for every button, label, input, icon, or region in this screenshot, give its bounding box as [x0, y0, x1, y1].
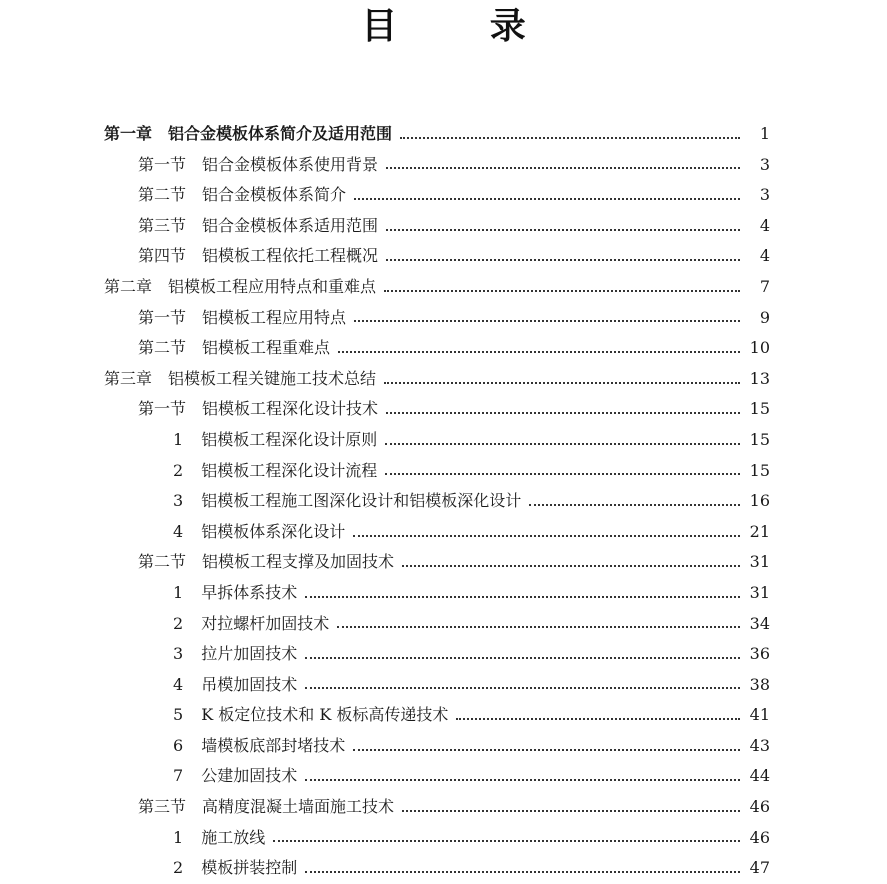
toc-chapter-entry[interactable] — [0, 272, 887, 303]
toc-entry-number: 第四节 — [138, 246, 187, 266]
toc-entry-title: 铝模板工程应用特点和重难点 — [168, 276, 377, 296]
toc-entry-title: 对拉螺杆加固技术 — [201, 613, 330, 633]
toc-entry-title: 铝合金模板体系简介及适用范围 — [168, 124, 393, 143]
toc-entry-number: 第三章 — [104, 368, 153, 388]
toc-subsection-entry[interactable] — [0, 609, 887, 640]
toc-entry-number: 7 — [173, 766, 184, 786]
toc-page-number: 31 — [749, 552, 770, 572]
toc-entry-title: 铝合金模板体系使用背景 — [202, 154, 379, 174]
toc-entry-number: 第二节 — [138, 552, 187, 572]
toc-entry-title: 吊模加固技术 — [201, 674, 298, 694]
toc-entry-number: 1 — [173, 582, 184, 602]
dot-leader — [305, 778, 740, 781]
dot-leader — [354, 197, 740, 200]
dot-leader — [305, 870, 740, 873]
toc-section-entry[interactable] — [0, 303, 887, 334]
dot-leader — [384, 381, 740, 384]
toc-subsection-entry[interactable] — [0, 425, 887, 456]
toc-entry-number: 1 — [173, 429, 184, 449]
toc-page-number: 15 — [749, 460, 770, 480]
toc-entry-number: 第三节 — [138, 215, 187, 235]
toc-page-number: 3 — [759, 154, 770, 174]
toc-subsection-entry[interactable] — [0, 761, 887, 792]
dot-leader — [305, 686, 740, 689]
toc-page-number: 9 — [759, 307, 770, 327]
toc-page-number: 38 — [749, 674, 770, 694]
toc-entry-number: 第二节 — [138, 185, 187, 205]
toc-subsection-entry[interactable] — [0, 578, 887, 609]
dot-leader — [386, 411, 740, 414]
toc-page-number: 1 — [759, 124, 770, 143]
toc-subsection-entry[interactable] — [0, 670, 887, 701]
dot-leader — [305, 656, 740, 659]
toc-entry-number: 5 — [173, 705, 184, 725]
toc-entry-number: 第三节 — [138, 797, 187, 817]
dot-leader — [353, 748, 740, 751]
toc-entry-title: K 板定位技术和 K 板标高传递技术 — [201, 705, 449, 725]
toc-section-entry[interactable] — [0, 180, 887, 211]
toc-entry-title: 铝模板工程依托工程概况 — [202, 246, 379, 266]
toc-page-number: 10 — [749, 338, 770, 358]
dot-leader — [273, 839, 740, 842]
toc-entry-title: 铝模板工程应用特点 — [202, 307, 347, 327]
toc-subsection-entry[interactable] — [0, 731, 887, 762]
toc-entry-number: 第一节 — [138, 307, 187, 327]
toc-subsection-entry[interactable] — [0, 823, 887, 854]
dot-leader — [385, 442, 740, 445]
dot-leader — [386, 258, 740, 261]
toc-entry-title: 拉片加固技术 — [201, 644, 298, 664]
toc-entry-title: 铝模板工程深化设计流程 — [201, 460, 378, 480]
toc-entry-number: 第二节 — [138, 338, 187, 358]
toc-entry-number: 6 — [173, 735, 184, 755]
dot-leader — [402, 564, 740, 567]
toc-entry-title: 铝模板工程深化设计原则 — [201, 429, 378, 449]
toc-entry-number: 第二章 — [104, 276, 153, 296]
toc-entry-number: 3 — [173, 491, 184, 511]
toc-page-number: 46 — [749, 827, 770, 847]
toc-entry-number: 2 — [173, 858, 184, 878]
dot-leader — [386, 166, 740, 169]
dot-leader — [385, 472, 740, 475]
dot-leader — [402, 809, 740, 812]
toc-entry-title: 铝模板体系深化设计 — [201, 521, 346, 541]
toc-entry-number: 4 — [173, 521, 184, 541]
toc-entry-number: 第一节 — [138, 399, 187, 419]
toc-entry-title: 高精度混凝土墙面施工技术 — [202, 797, 395, 817]
toc-entry-number: 2 — [173, 613, 184, 633]
dot-leader — [456, 717, 740, 720]
toc-entry-title: 铝模板工程关键施工技术总结 — [168, 368, 377, 388]
toc-page-number: 34 — [749, 613, 770, 633]
toc-page-number: 15 — [749, 399, 770, 419]
toc-entry-title: 模板拼装控制 — [201, 858, 298, 878]
toc-entry-number: 第一章 — [104, 124, 153, 143]
toc-chapter-entry[interactable] — [0, 119, 887, 150]
dot-leader — [529, 503, 740, 506]
toc-entry-title: 公建加固技术 — [201, 766, 298, 786]
toc-page-number: 47 — [749, 858, 770, 878]
toc-page-number: 21 — [749, 521, 770, 541]
dot-leader — [337, 625, 740, 628]
dot-leader — [400, 136, 740, 139]
toc-page-number: 31 — [749, 582, 770, 602]
toc-entry-number: 1 — [173, 827, 184, 847]
toc-page-number: 43 — [749, 735, 770, 755]
toc-page-number: 4 — [759, 215, 770, 235]
toc-entry-title: 铝合金模板体系适用范围 — [202, 215, 379, 235]
toc-entry-title: 铝模板工程支撑及加固技术 — [202, 552, 395, 572]
toc-section-entry[interactable] — [0, 394, 887, 425]
toc-page-number: 7 — [759, 276, 770, 296]
toc-page-number: 3 — [759, 185, 770, 205]
toc-entry-number: 第一节 — [138, 154, 187, 174]
toc-subsection-entry[interactable] — [0, 853, 887, 884]
toc-section-entry[interactable] — [0, 241, 887, 272]
toc-subsection-entry[interactable] — [0, 700, 887, 731]
toc-page-number: 41 — [749, 705, 770, 725]
toc-entry-title: 铝合金模板体系简介 — [202, 185, 347, 205]
toc-page-number: 16 — [749, 491, 770, 511]
toc-entry-number: 3 — [173, 644, 184, 664]
toc-page-number: 4 — [759, 246, 770, 266]
dot-leader — [354, 319, 740, 322]
toc-chapter-entry[interactable] — [0, 364, 887, 395]
toc-page-number: 15 — [749, 429, 770, 449]
toc-entry-title: 铝模板工程施工图深化设计和铝模板深化设计 — [201, 491, 522, 511]
toc-entry-title: 墙模板底部封堵技术 — [201, 735, 346, 755]
dot-leader — [338, 350, 740, 353]
toc-entry-number: 2 — [173, 460, 184, 480]
table-of-contents — [0, 119, 887, 884]
toc-subsection-entry[interactable] — [0, 517, 887, 548]
dot-leader — [305, 595, 740, 598]
toc-section-entry[interactable] — [0, 792, 887, 823]
toc-entry-title: 早拆体系技术 — [201, 582, 298, 602]
toc-page-number: 44 — [749, 766, 770, 786]
toc-page-number: 36 — [749, 644, 770, 664]
toc-entry-title: 铝模板工程重难点 — [202, 338, 331, 358]
toc-section-entry[interactable] — [0, 211, 887, 242]
toc-section-entry[interactable] — [0, 333, 887, 364]
toc-page-number: 13 — [749, 368, 770, 388]
toc-entry-number: 4 — [173, 674, 184, 694]
page-title: 目 录 — [361, 6, 566, 47]
toc-subsection-entry[interactable] — [0, 456, 887, 487]
toc-entry-title: 铝模板工程深化设计技术 — [202, 399, 379, 419]
toc-section-entry[interactable] — [0, 547, 887, 578]
toc-entry-title: 施工放线 — [201, 827, 266, 847]
toc-page-number: 46 — [749, 797, 770, 817]
dot-leader — [353, 534, 740, 537]
toc-subsection-entry[interactable] — [0, 486, 887, 517]
dot-leader — [384, 289, 740, 292]
dot-leader — [386, 228, 740, 231]
toc-subsection-entry[interactable] — [0, 639, 887, 670]
toc-section-entry[interactable] — [0, 150, 887, 181]
